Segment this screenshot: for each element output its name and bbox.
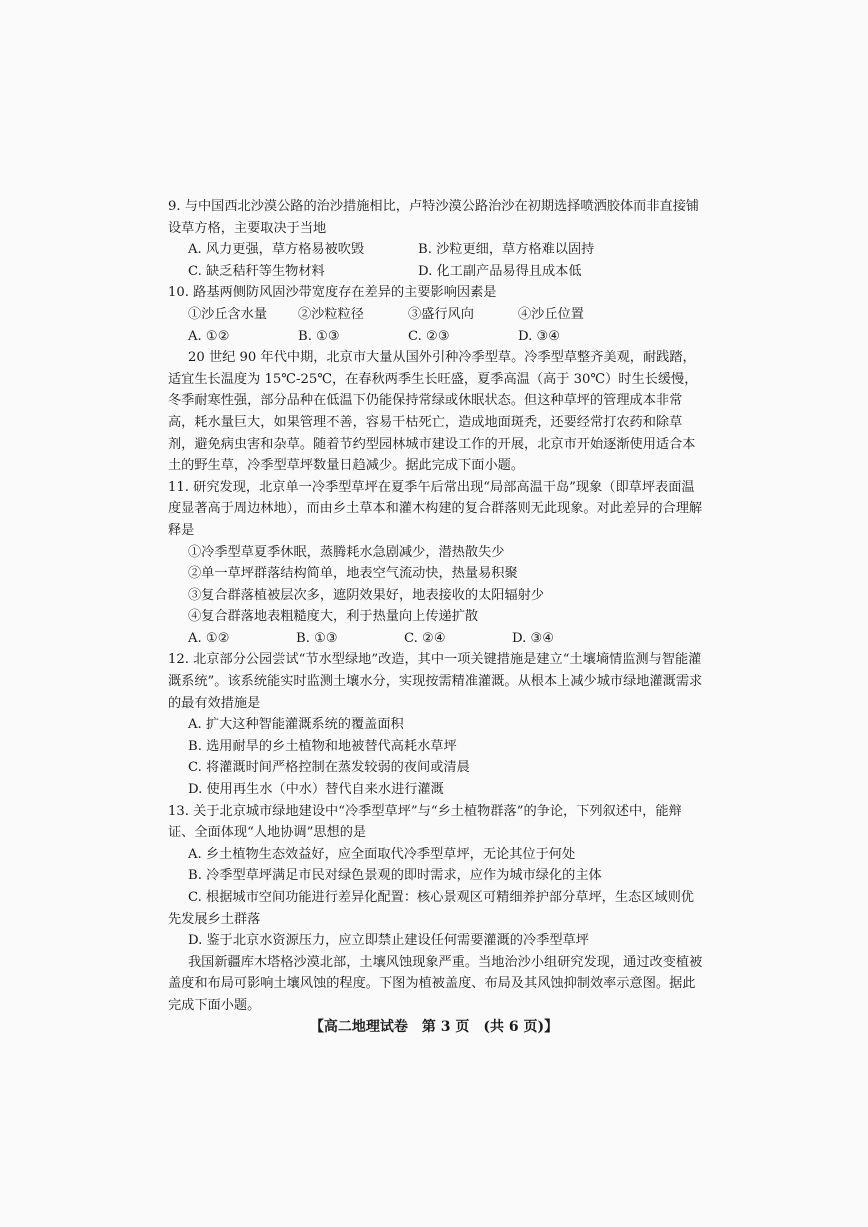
question-12-stem: 12. 北京部分公园尝试“节水型绿地”改造，其中一项关键措施是建立“土壤墒情监测与智能灌溉系统”。该系统能实时监测土壤水分，实现按需精准灌溉。从根本上减少城市绿地灌溉需求的最有效措施是 [168,652,703,711]
question-9-option-c: C. 缺乏秸秆等生物材料 [188,263,325,279]
question-9-stem: 9. 与中国西北沙漠公路的治沙措施相比，卢特沙漠公路治沙在初期选择喷洒胶体而非直接铺设草方格，主要取决于当地 [168,199,700,236]
question-13-option-c: C. 根据城市空间功能进行差异化配置：核心景观区可精细养护部分草坪，生态区域则优先发展乡土群落 [168,890,694,927]
question-12-option-c: C. 将灌溉时间严格控制在蒸发较弱的夜间或清晨 [188,760,470,776]
question-11-option-b: B. ①③ [296,630,338,646]
question-12-option-a: A. 扩大这种智能灌溉系统的覆盖面积 [188,717,404,733]
question-9-options-row-2 [168,261,703,283]
page-content [168,196,703,1017]
question-9-option-d: D. 化工副产品易得且成本低 [418,263,582,279]
passage-kumtag-desert: 我国新疆库木塔格沙漠北部，土壤风蚀现象严重。当地治沙小组研究发现，通过改变植被盖度和布局可影响土壤风蚀的程度。下图为植被盖度、布局及其风蚀抑制效率示意图。据此完成下面小题。 [168,954,703,1013]
passage-beijing-lawn: 20 世纪 90 年代中期，北京市大量从国外引种冷季型草。冷季型草整齐美观，耐践踏，适宜生长温度为 15℃-25℃，在春秋两季生长旺盛，夏季高温（高于 30℃）时生长缓慢，冬季耐寒性强，部分品种在低温下仍能保持常绿或休眠状态。但这种草坪的管理成本非常高，耗水量巨大，如果管理不善，容易干枯死亡，造成地面斑秃，还要经常打农药和除草剂，避免病虫害和杂草。随着节约型园林城市建设工作的开展，北京市开始逐渐使用适合本土的野生草，冷季型草坪数量日趋减少。据此完成下面小题。 [168,350,698,474]
question-11-stem: 11. 研究发现，北京单一冷季型草坪在夏季午后常出现“局部高温干岛”现象（即草坪表面温度显著高于周边林地），而由乡土草本和灌木构建的复合群落则无此现象。对此差异的合理解释是 [168,479,703,538]
question-10-option-c: C. ②③ [408,328,450,344]
question-10-statement-2: ②沙粒粒径 [298,306,364,322]
page-footer: 【高二地理试卷 第 3 页 (共 6 页)】 [309,1019,559,1035]
question-11-statement-1: ①冷季型草夏季休眠，蒸腾耗水急剧减少，潜热散失少 [188,544,505,560]
question-11-option-c: C. ②④ [404,630,446,646]
question-13-stem: 13. 关于北京城市绿地建设中“冷季型草坪”与“乡土植物群落”的争论，下列叙述中，能辩证、全面体现“人地协调”思想的是 [168,803,682,841]
question-10-statement-3: ③盛行风向 [408,306,474,322]
question-10-statements [168,304,703,326]
question-12-option-d: D. 使用再生水（中水）替代自来水进行灌溉 [188,782,444,798]
question-11-statement-4: ④复合群落地表粗糙度大，利于热量向上传递扩散 [188,609,479,625]
question-11-statement-3: ③复合群落植被层次多，遮阴效果好，地表接收的太阳辐射少 [188,587,545,603]
question-11-option-a: A. ①② [188,630,230,646]
question-11-statement-2: ②单一草坪群落结构简单，地表空气流动快，热量易积聚 [188,566,518,582]
question-10-stem: 10. 路基两侧防风固沙带宽度存在差异的主要影响因素是 [168,285,497,301]
question-13-option-d: D. 鉴于北京水资源压力，应立即禁止建设任何需要灌溉的冷季型草坪 [188,933,589,949]
question-10-option-d: D. ③④ [518,328,561,344]
question-13-option-a: A. 乡土植物生态效益好，应全面取代冷季型草坪，无论其位于何处 [188,846,576,862]
question-12-option-b: B. 选用耐旱的乡土植物和地被替代高耗水草坪 [188,738,457,754]
question-11-option-d: D. ③④ [512,630,555,646]
question-10-options [168,326,703,348]
question-10-statement-4: ④沙丘位置 [518,306,584,322]
question-10-option-a: A. ①② [188,328,230,344]
question-9-option-a: A. 风力更强，草方格易被吹毁 [188,242,365,258]
question-10-option-b: B. ①③ [298,328,340,344]
question-11-options [168,628,703,650]
question-9-option-b: B. 沙粒更细，草方格难以固持 [418,242,595,258]
question-10-statement-1: ①沙丘含水量 [188,306,268,322]
question-9-options-row-1 [168,239,703,261]
question-13-option-b: B. 冷季型草坪满足市民对绿色景观的即时需求，应作为城市绿化的主体 [188,868,602,884]
